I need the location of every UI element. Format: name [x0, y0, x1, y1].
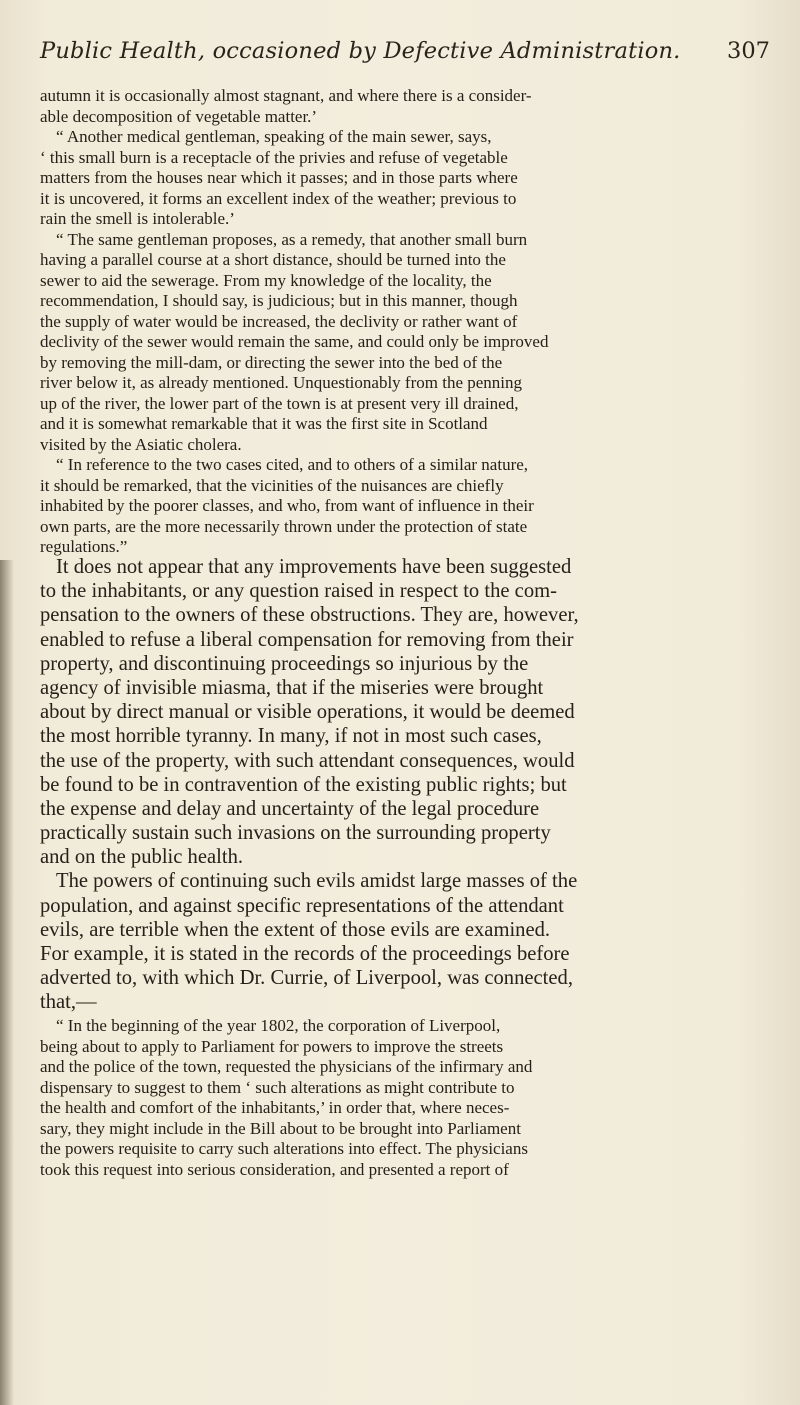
text-line: about by direct manual or visible operations, it would be deemed: [40, 701, 575, 724]
text-line: regulations.”: [40, 537, 128, 556]
text-line: evils, are terrible when the extent of those evils are examined.: [40, 918, 551, 941]
text-line: sewer to aid the sewerage. From my knowledge of the locality, the: [40, 270, 492, 290]
text-line: and it is somewhat remarkable that it was the first site in Scotland: [40, 414, 488, 433]
quote-block-2: [40, 1016, 770, 1180]
text-line: matters from the houses near which it passes; and in those parts where: [40, 168, 518, 187]
text-line: It does not appear that any improvements have been suggested: [56, 556, 572, 578]
text-line: population, and against specific representations of the attendant: [40, 894, 564, 917]
text-line: the most horrible tyranny. In many, if not in most such cases,: [40, 725, 542, 748]
text-line: ‘ this small burn is a receptacle of the privies and refuse of vegetable: [40, 147, 508, 167]
text-line: adverted to, with which Dr. Currie, of Liverpool, was connected,: [40, 967, 573, 990]
text-line: by removing the mill-dam, or directing the sewer into the bed of the: [40, 352, 503, 372]
text-line: own parts, are the more necessarily thrown under the protection of state: [40, 516, 528, 536]
text-line: “ Another medical gentleman, speaking of the main sewer, says,: [56, 127, 492, 146]
text-line: inhabited by the poorer classes, and who, from want of influence in their: [40, 496, 534, 515]
text-line: enabled to refuse a liberal compensation for removing from their: [40, 628, 574, 651]
page-edge-shadow: [0, 560, 14, 1405]
text-line: the expense and delay and uncertainty of the legal procedure: [40, 797, 540, 820]
text-line: it is uncovered, it forms an excellent index of the weather; previous to: [40, 188, 517, 208]
text-line: took this request into serious consideration, and presented a report of: [40, 1159, 509, 1179]
text-line: autumn it is occasionally almost stagnant, and where there is a consider-: [40, 86, 532, 105]
text-line: be found to be in contravention of the existing public rights; but: [40, 773, 567, 796]
text-line: the use of the property, with such attendant consequences, would: [40, 749, 575, 772]
text-line: to the inhabitants, or any question raised in respect to the com-: [40, 580, 557, 603]
text-line: that,—: [40, 991, 97, 1014]
text-line: “ In the beginning of the year 1802, the corporation of Liverpool,: [56, 1016, 501, 1035]
text-line: property, and discontinuing proceedings so injurious by the: [40, 652, 529, 675]
text-line: recommendation, I should say, is judicious; but in this manner, though: [40, 291, 518, 310]
text-line: the supply of water would be increased, the declivity or rather want of: [40, 311, 518, 331]
text-line: For example, it is stated in the records of the proceedings before: [40, 943, 570, 965]
text-line: having a parallel course at a short distance, should be turned into the: [40, 250, 506, 269]
text-line: rain the smell is intolerable.’: [40, 209, 235, 228]
text-line: being about to apply to Parliament for powers to improve the streets: [40, 1036, 504, 1056]
text-line: it should be remarked, that the vicinities of the nuisances are chiefly: [40, 475, 504, 495]
text-line: The powers of continuing such evils amidst large masses of the: [56, 870, 578, 893]
text-line: and on the public health.: [40, 846, 244, 869]
page-number: 307: [727, 38, 770, 64]
text-line: river below it, as already mentioned. Unquestionably from the penning: [40, 373, 523, 392]
text-line: and the police of the town, requested the physicians of the infirmary and: [40, 1057, 533, 1076]
text-line: sary, they might include in the Bill about to be brought into Parliament: [40, 1118, 521, 1138]
text-line: the powers requisite to carry such alterations into effect. The physicians: [40, 1139, 528, 1158]
page-header: [40, 38, 770, 78]
text-line: agency of invisible miasma, that if the miseries were brought: [40, 676, 544, 699]
text-line: declivity of the sewer would remain the same, and could only be improved: [40, 332, 549, 351]
quote-block-1: [40, 86, 770, 558]
text-line: practically sustain such invasions on the surrounding property: [40, 822, 551, 845]
text-line: dispensary to suggest to them ‘ such alterations as might contribute to: [40, 1077, 515, 1097]
text-line: the health and comfort of the inhabitants,’ in order that, where neces-: [40, 1098, 510, 1117]
text-line: up of the river, the lower part of the town is at present very ill drained,: [40, 393, 519, 413]
body-paragraphs: [40, 555, 770, 1015]
text-line: pensation to the owners of these obstructions. They are, however,: [40, 604, 579, 627]
text-line: “ In reference to the two cases cited, and to others of a similar nature,: [56, 455, 529, 474]
text-line: “ The same gentleman proposes, as a remedy, that another small burn: [56, 229, 528, 249]
running-title: Public Health, occasioned by Defective Administration.: [40, 38, 681, 64]
text-line: visited by the Asiatic cholera.: [40, 434, 242, 454]
text-line: able decomposition of vegetable matter.’: [40, 106, 318, 126]
